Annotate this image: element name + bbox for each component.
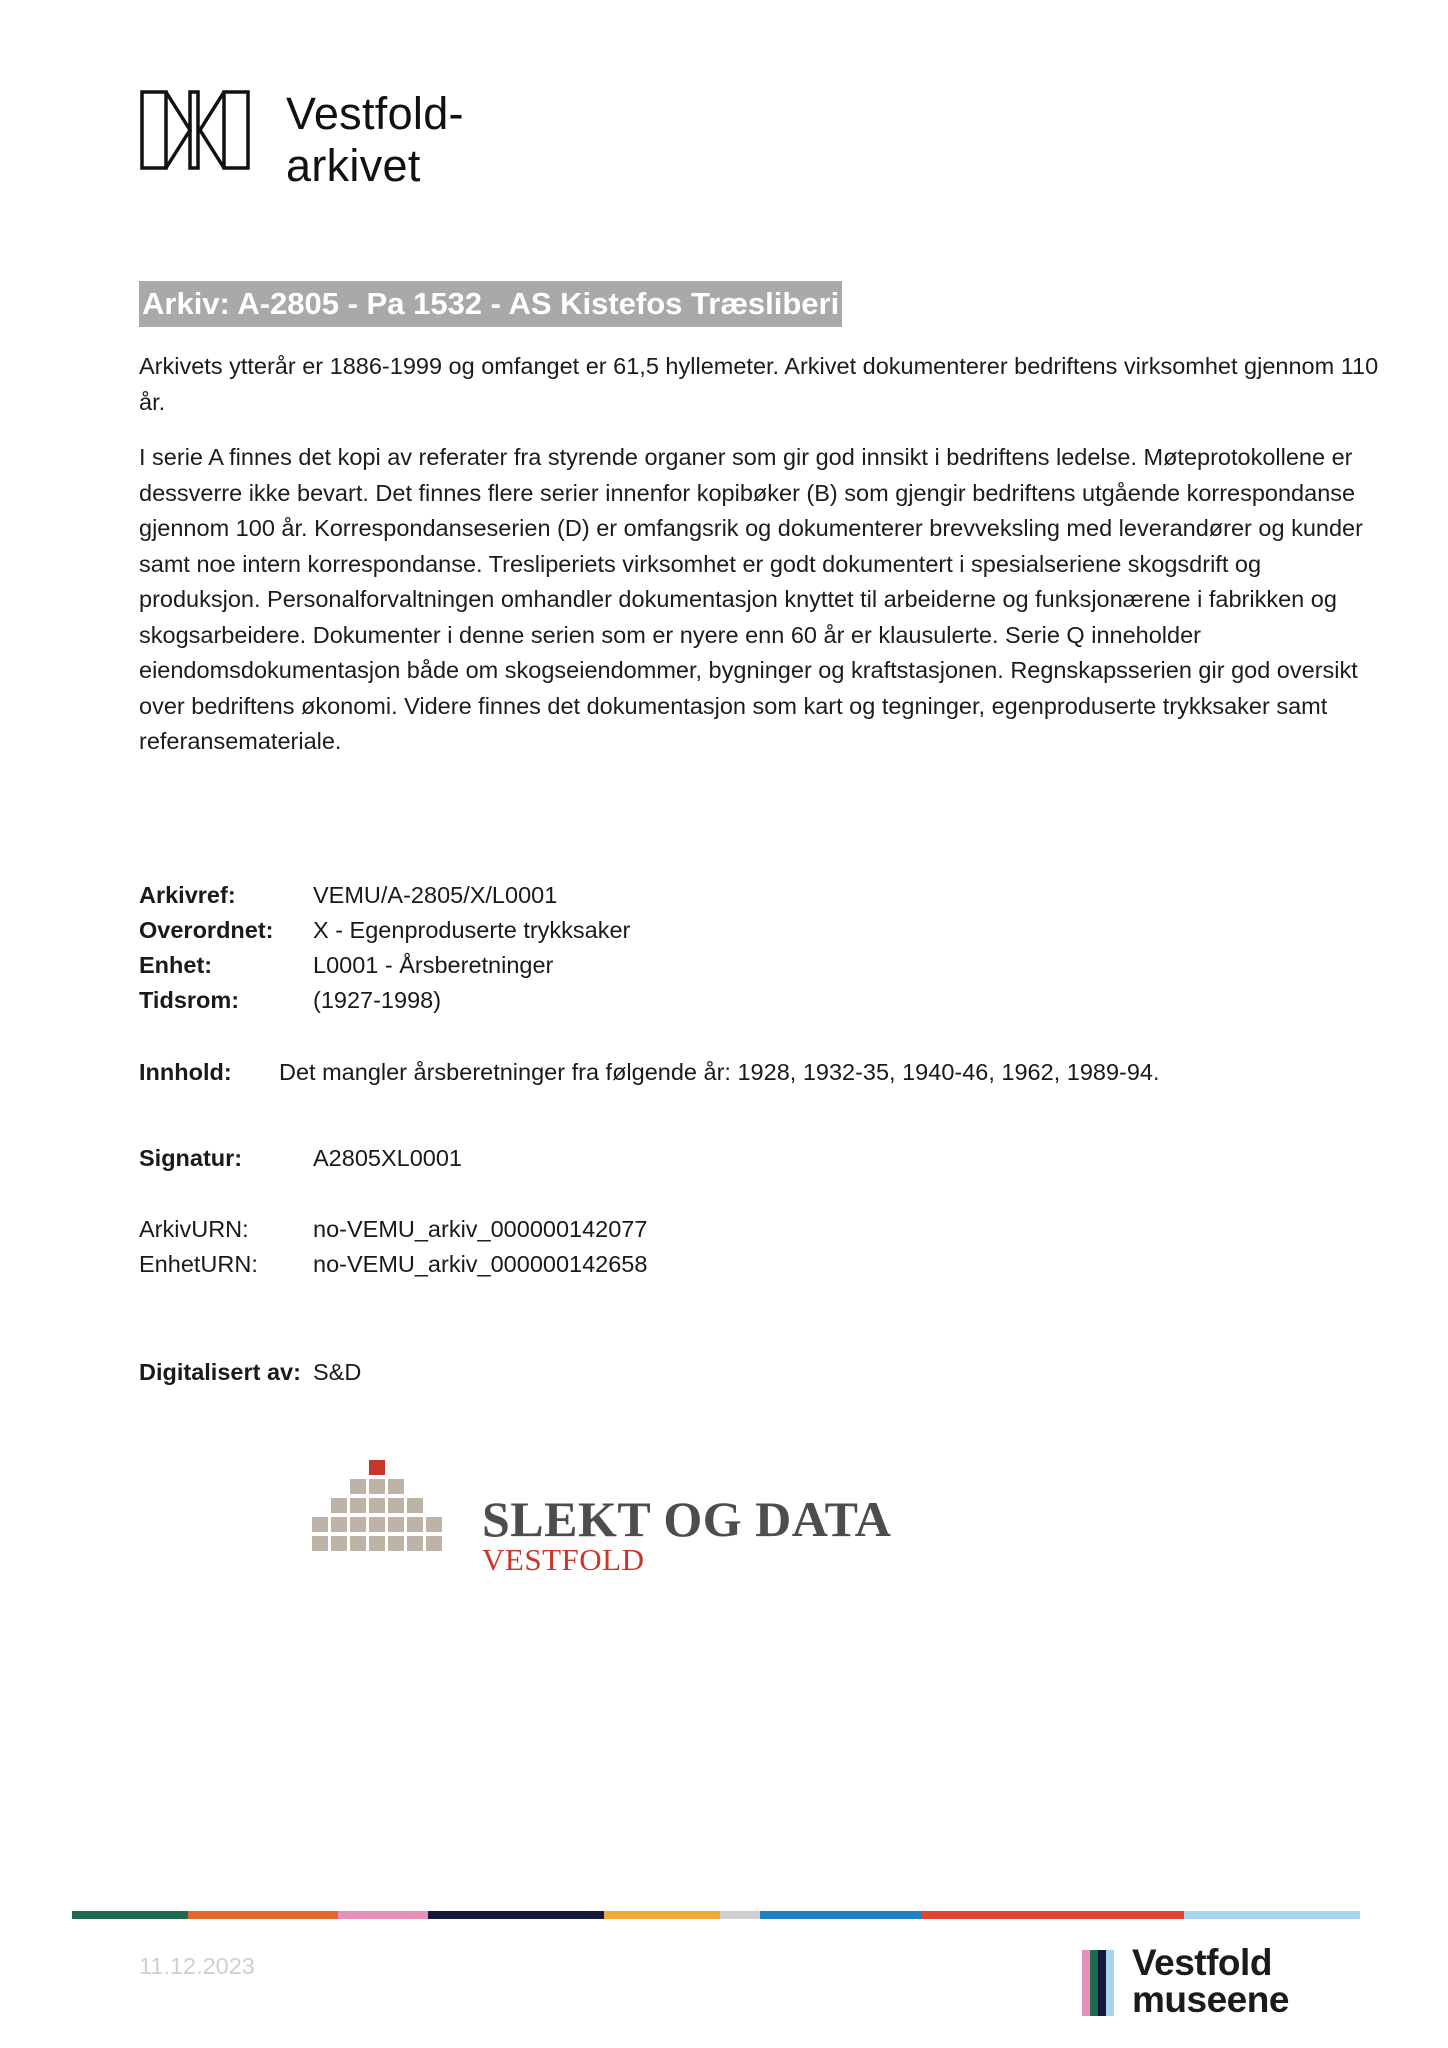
mark-square [369,1479,385,1494]
innhold-value: Det mangler årsberetninger fra følgende år: 1928, 1932-35, 1940-46, 1962, 1989-94. [279,1059,1160,1085]
tidsrom-value: (1927-1998) [313,987,442,1013]
meta-arkivref [139,878,557,914]
arkivurn-label: ArkivURN: [139,1216,249,1242]
footer-date: 11.12.2023 [139,1953,255,1979]
meta-digitalisert [139,1355,361,1391]
mark-square-red [369,1460,385,1475]
intro-paragraph: Arkivets ytterår er 1886-1999 og omfanget er 61,5 hyllemeter. Arkivet dokumenterer bedriftens virksomhet gjennom 110 år. [139,353,1379,415]
logo-line2: arkivet [286,140,421,191]
vestfoldarkivet-logo-icon [140,90,250,170]
color-bar-segment [428,1911,604,1919]
overordnet-label: Overordnet: [139,917,274,943]
logo-text [286,88,464,192]
meta-tidsrom [139,983,441,1019]
color-bar-segment [720,1911,760,1919]
mark-square [369,1536,385,1551]
logo-stripe-green [1090,1950,1098,2016]
enheturn-value: no-VEMU_arkiv_000000142658 [313,1251,648,1277]
meta-enhet [139,948,553,984]
logo-stripe-navy [1098,1950,1106,2016]
mark-square [312,1536,328,1551]
mark-square [331,1517,347,1532]
museum-name [1132,1944,1289,2018]
mark-square [350,1479,366,1494]
mark-square [350,1517,366,1532]
mark-square [369,1517,385,1532]
color-bar-segment [188,1911,338,1919]
arkivref-value: VEMU/A-2805/X/L0001 [313,882,558,908]
color-bar-segment [922,1911,1184,1919]
mark-square [312,1517,328,1532]
mark-square [369,1498,385,1513]
mark-square [426,1536,442,1551]
mark-square [331,1536,347,1551]
description-paragraph: I serie A finnes det kopi av referater fra styrende organer som gir god innsikt i bedriftens ledelse. Møteprotokollene er dessverre ikke bevart. Det finnes flere serier innenfor kopibøker (B) som gjengir bedriftens utgående korrespondanse gjennom 100 år. Korrespondanseserien (D) er omfangsrik og dokumenterer brevveksling med leverandører og kunder samt noe intern korrespondanse. Tresliperiets virksomhet er godt dokumentert i spesialseriene skogsdrift og produksjon. Personalforvaltningen omhandler dokumentasjon knyttet til arbeiderne og funksjonærene i fabrikken og skogsarbeidere. Dokumenter i denne serien som er nyere enn 60 år er klausulerte. Serie Q inneholder eiendomsdokumentasjon både om skogseiendommer, bygninger og kraftstasjonen. Regnskapsserien gir god oversikt over bedriftens økonomi. Videre finnes det dokumentasjon som kart og tegninger, egenproduserte trykksaker samt referansemateriale. [139,444,1363,754]
enheturn-label: EnhetURN: [139,1251,258,1277]
logo-line1: Vestfold- [286,88,464,139]
mark-square [388,1517,404,1532]
vestfold-museene-logo [1082,1942,1332,2020]
slekt-og-data-name: SLEKT OG DATA [482,1491,892,1547]
signatur-value: A2805XL0001 [313,1145,462,1171]
mark-square [407,1517,423,1532]
color-bar-segment [604,1911,720,1919]
color-bar-segment [760,1911,922,1919]
mark-square [350,1498,366,1513]
mark-square [388,1479,404,1494]
logo-stripe-lightblue [1106,1950,1114,2016]
vestfoldarkivet-logo [140,88,500,191]
museum-line2: museene [1132,1979,1289,2020]
enhet-value: L0001 - Årsberetninger [313,952,554,978]
footer-color-bar [72,1911,1360,1919]
logo-stripe-pink [1082,1950,1090,2016]
meta-overordnet [139,913,630,949]
mark-square [331,1498,347,1513]
mark-square [426,1517,442,1532]
mark-square [407,1498,423,1513]
mark-square [388,1536,404,1551]
color-bar-segment [72,1911,188,1919]
document-title: Arkiv: A-2805 - Pa 1532 - AS Kistefos Træsliberi [139,281,842,327]
museum-line1: Vestfold [1132,1942,1272,1983]
overordnet-value: X - Egenproduserte trykksaker [313,917,631,943]
mark-square [350,1536,366,1551]
color-bar-segment [338,1911,428,1919]
digitalisert-label: Digitalisert av: [139,1359,301,1385]
tidsrom-label: Tidsrom: [139,987,240,1013]
meta-innhold [139,1055,1160,1091]
meta-arkivurn [139,1212,647,1248]
digitalisert-value: S&D [313,1359,362,1385]
mark-square [407,1536,423,1551]
arkivurn-value: no-VEMU_arkiv_000000142077 [313,1216,648,1242]
slekt-og-data-logo [312,1460,892,1575]
meta-enheturn [139,1247,647,1283]
arkivref-label: Arkivref: [139,882,236,908]
meta-signatur [139,1141,462,1177]
slekt-og-data-sub: VESTFOLD [482,1542,645,1577]
innhold-label: Innhold: [139,1059,232,1085]
mark-square [388,1498,404,1513]
enhet-label: Enhet: [139,952,213,978]
color-bar-segment [1184,1911,1360,1919]
signatur-label: Signatur: [139,1145,243,1171]
